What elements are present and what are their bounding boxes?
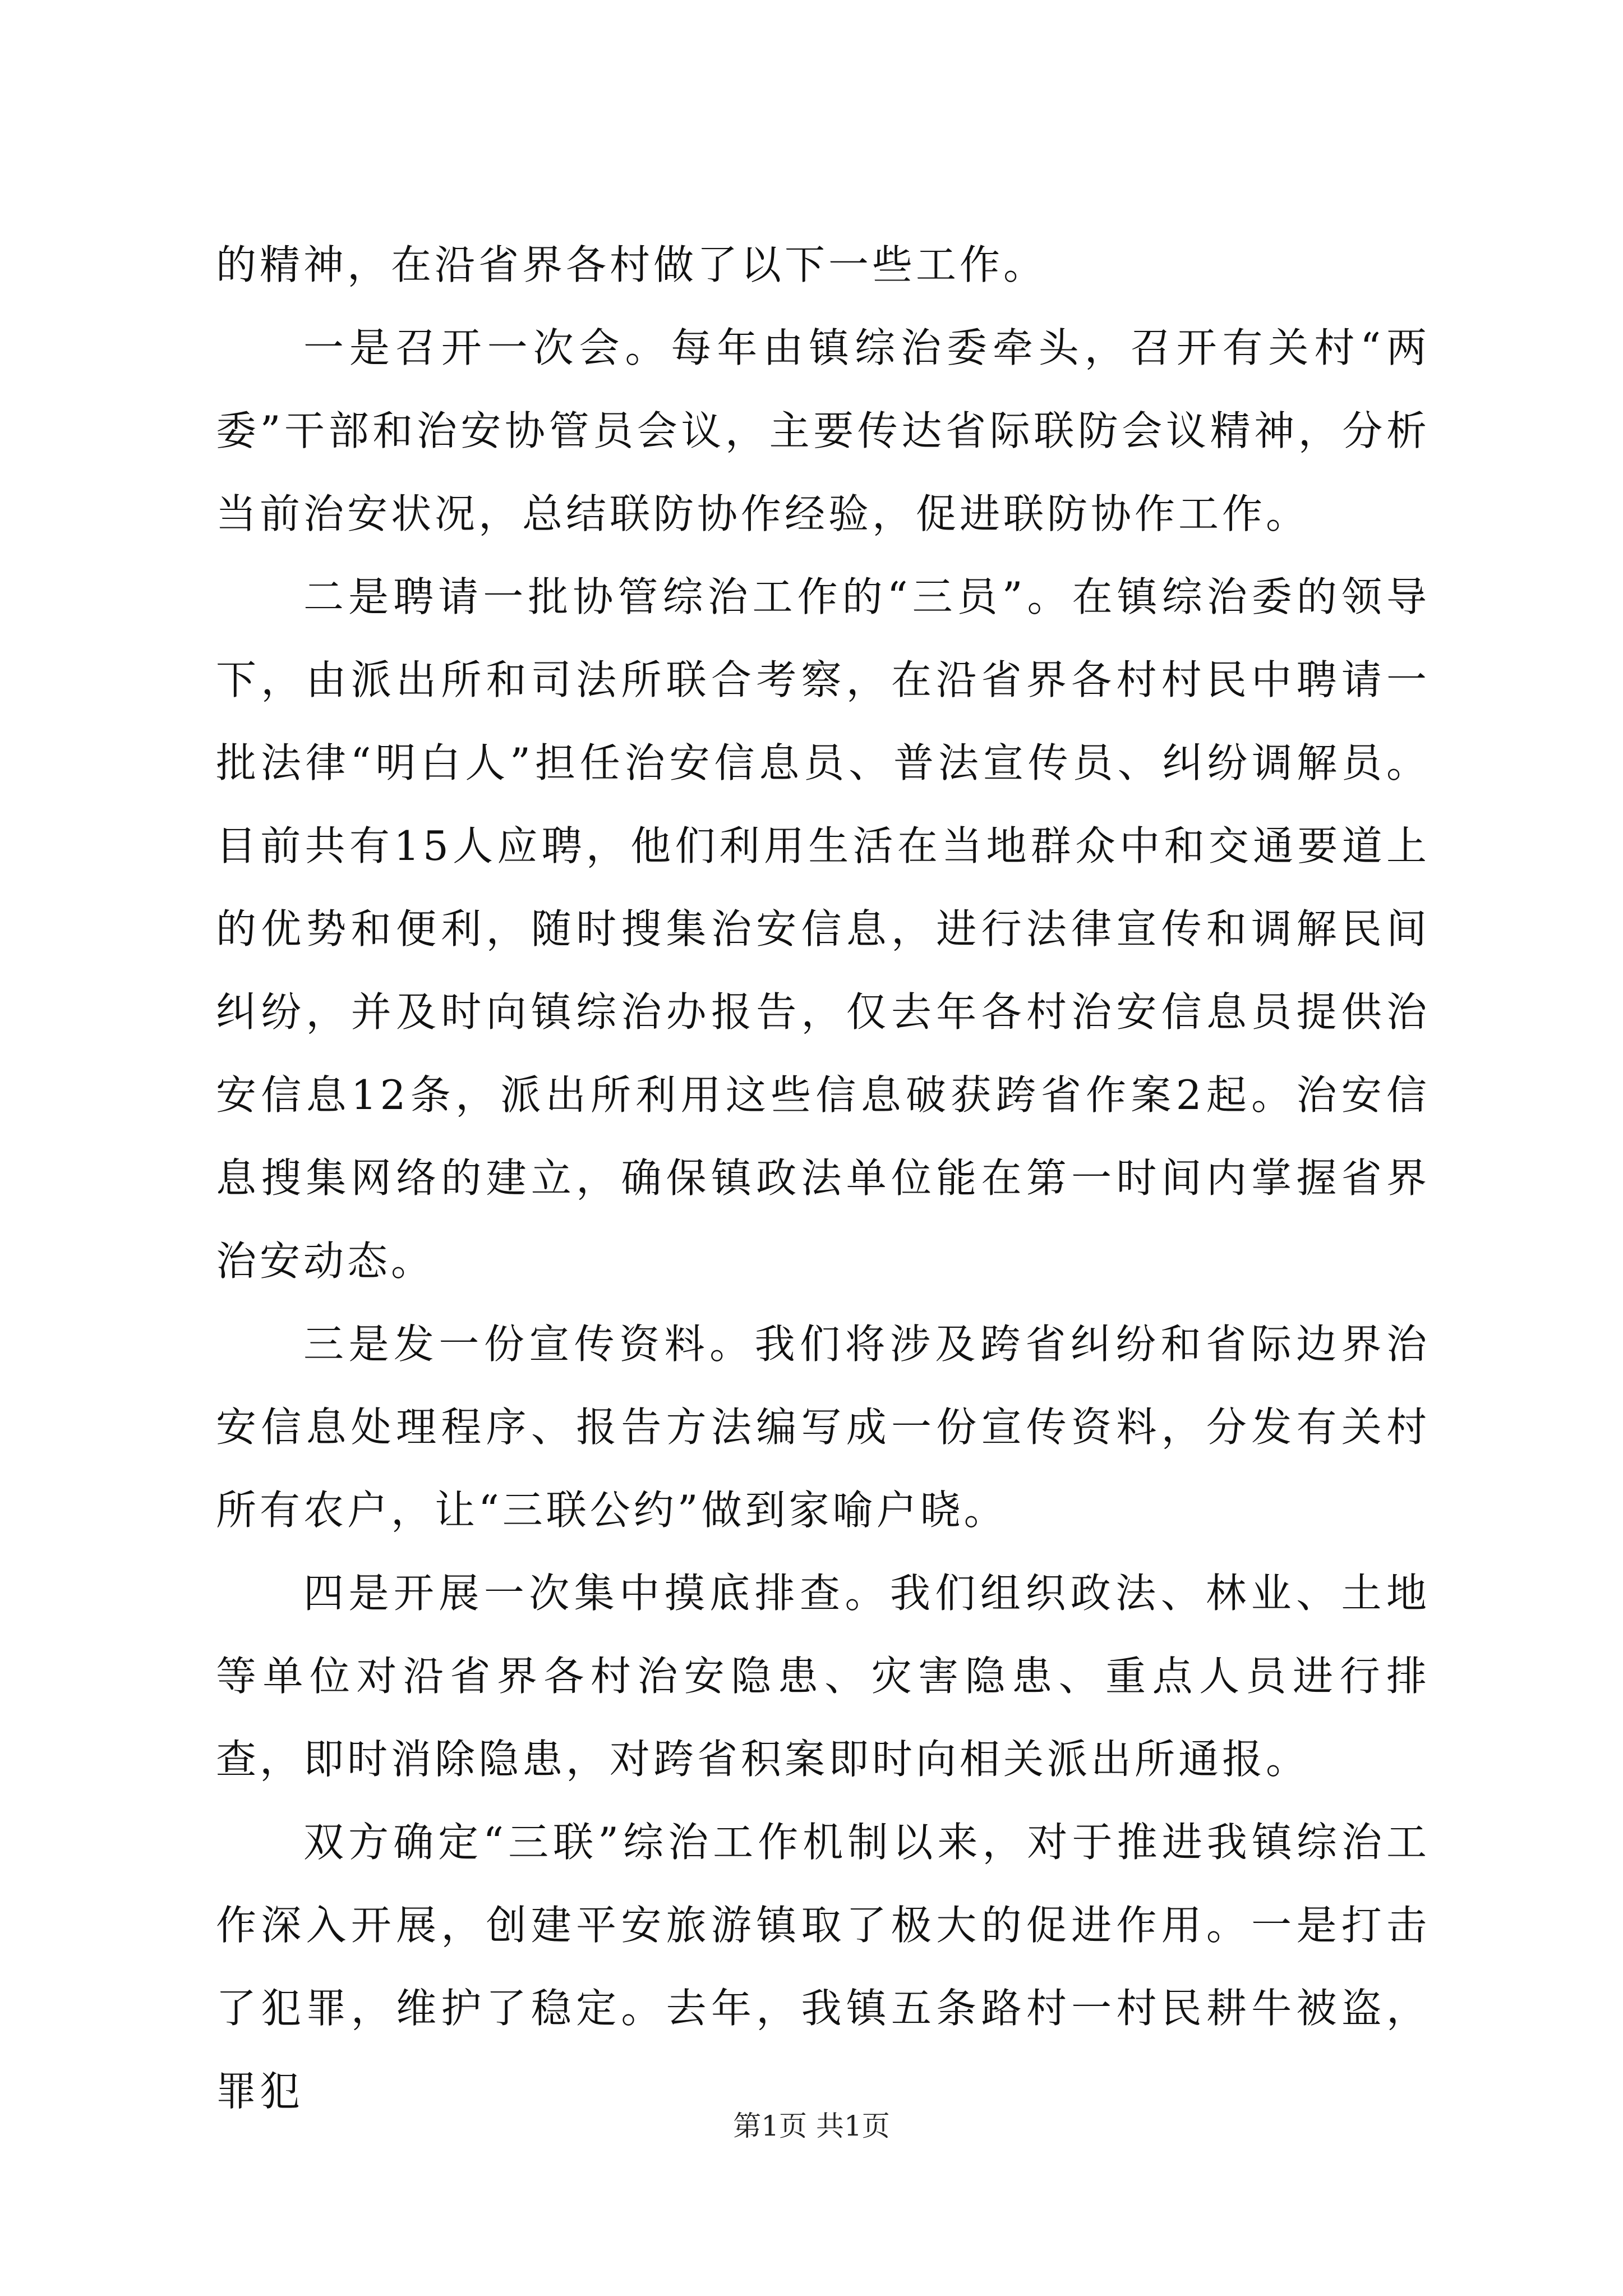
paragraph-3: 二是聘请一批协管综治工作的“三员”。在镇综治委的领导下，由派出所和司法所联合考察，在沿省界各村村民中聘请一批法律“明白人”担任治安信息员、普法宣传员、纠纷调解员。目前共有15人应聘，他们利用生活在当地群众中和交通要道上的优势和便利，随时搜集治安信息，进行法律宣传和调解民间纠纷，并及时向镇综治办报告，仅去年各村治安信息员提供治安信息12条，派出所利用这些信息破获跨省作案2起。治安信息搜集网络的建立，确保镇政法单位能在第一时间内掌握省界治安动态。: [216, 573, 1430, 1285]
paragraph-5: 四是开展一次集中摸底排查。我们组织政法、林业、土地等单位对沿省界各村治安隐患、灾害隐患、重点人员进行排查，即时消除隐患，对跨省积案即时向相关派出所通报。: [216, 1570, 1430, 1783]
page-number-footer: 第1页 共1页: [733, 2110, 890, 2142]
paragraph-6: 双方确定“三联”综治工作机制以来，对于推进我镇综治工作深入开展，创建平安旅游镇取了极大的促进作用。一是打击了犯罪，维护了稳定。去年，我镇五条路村一村民耕牛被盗，罪犯: [216, 1819, 1430, 2115]
paragraph-4: 三是发一份宣传资料。我们将涉及跨省纠纷和省际边界治安信息处理程序、报告方法编写成一份宣传资料，分发有关村所有农户，让“三联公约”做到家喻户晓。: [216, 1320, 1430, 1534]
document-body: [216, 223, 1430, 2133]
paragraph-2: 一是召开一次会。每年由镇综治委牵头，召开有关村“两委”干部和治安协管员会议，主要传达省际联防会议精神，分析当前治安状况，总结联防协作经验，促进联防协作工作。: [216, 324, 1430, 537]
paragraph-1: 的精神，在沿省界各村做了以下一些工作。: [216, 241, 1048, 288]
